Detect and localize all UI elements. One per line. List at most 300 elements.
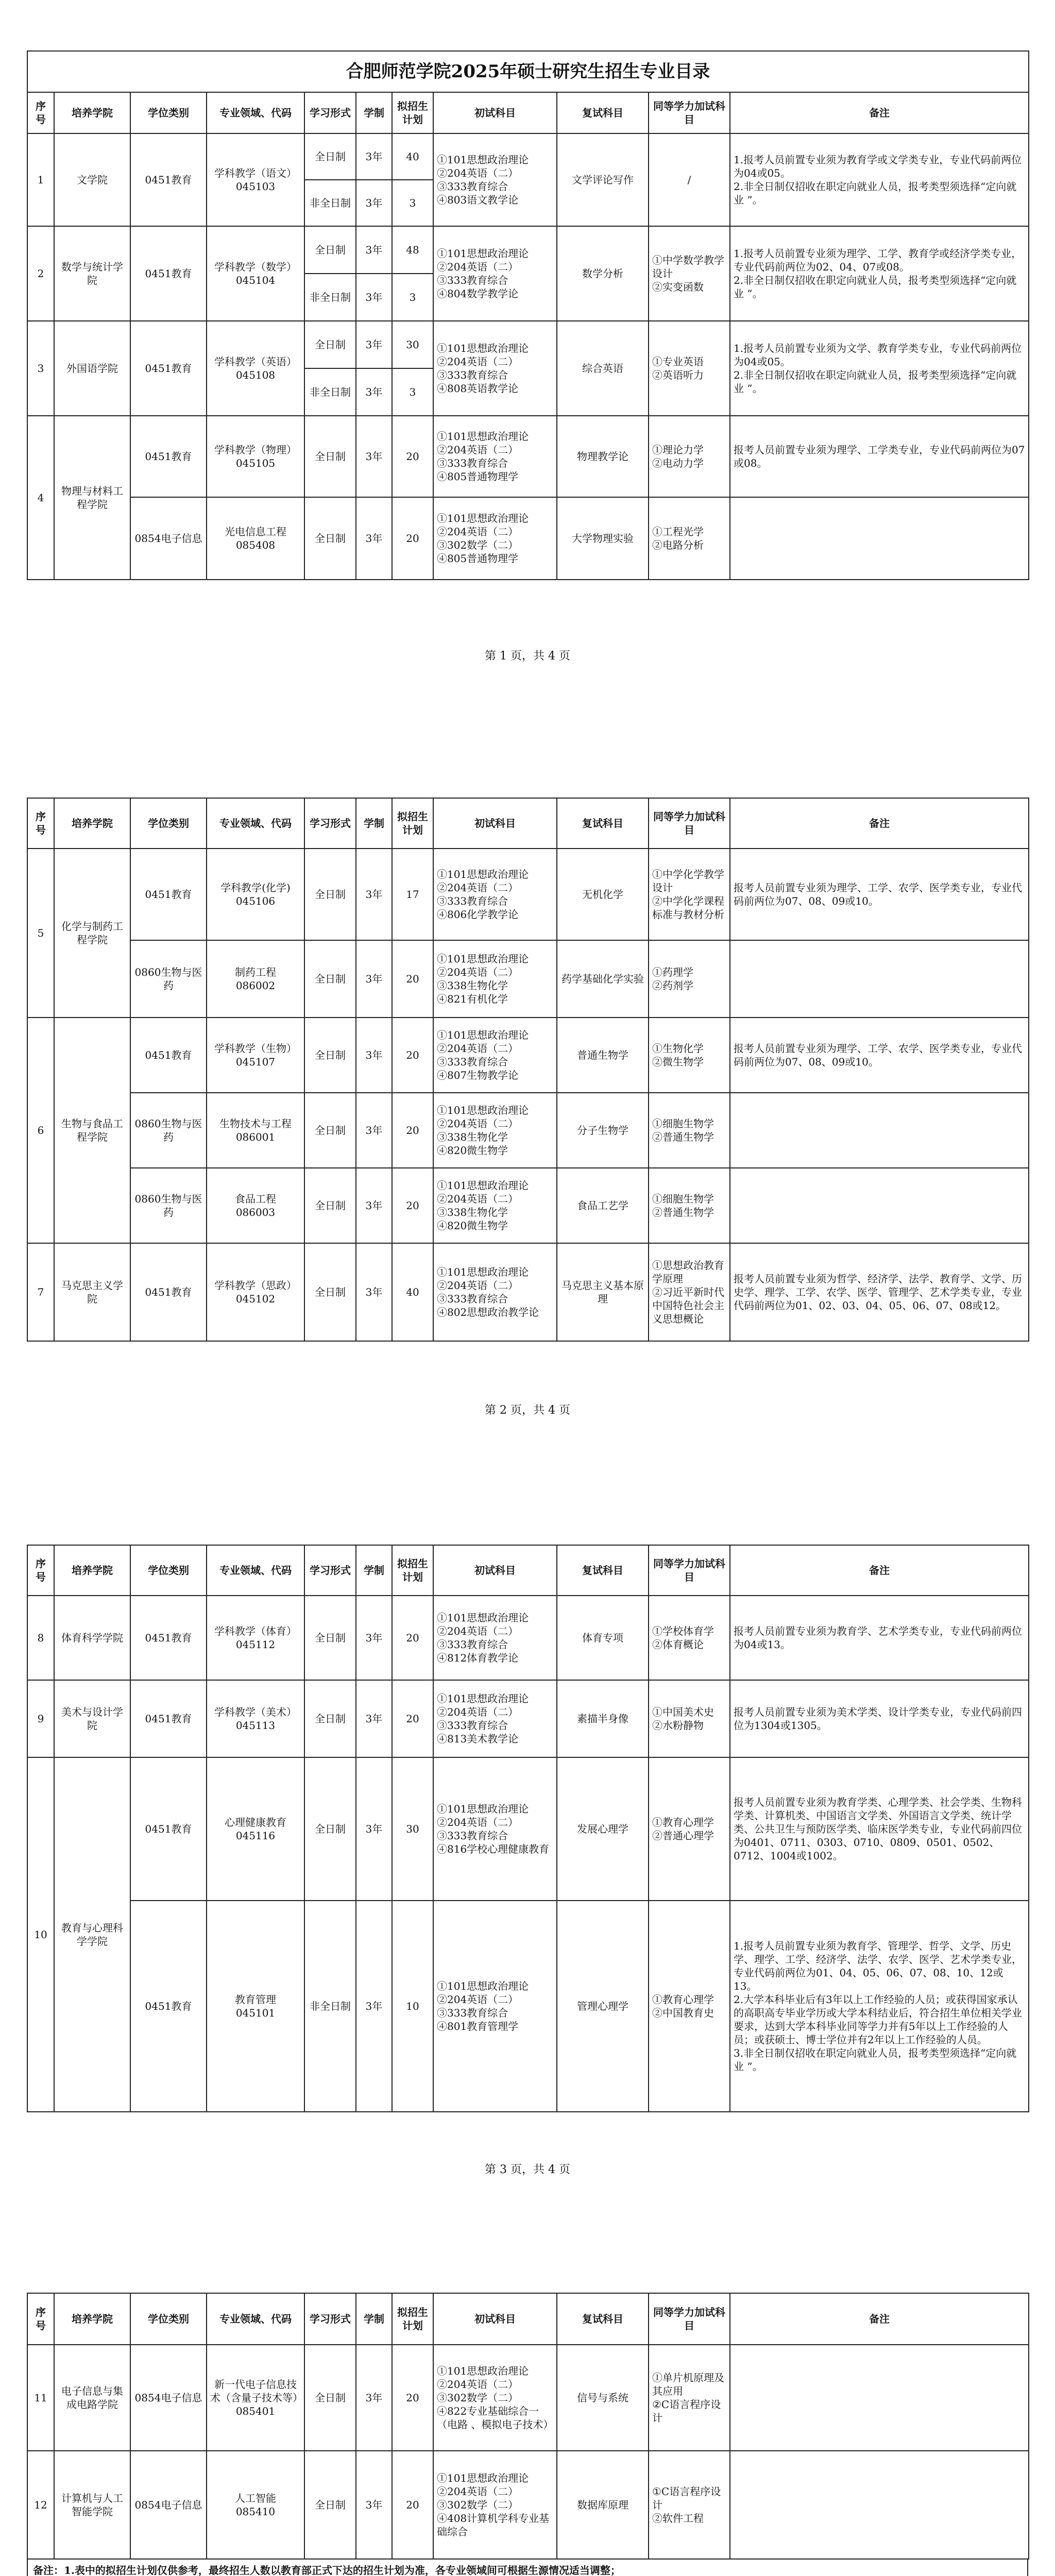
- cell-second-exam: 马克思主义基本原理: [557, 1243, 649, 1341]
- cell-line: 045113: [235, 1719, 276, 1732]
- cell-college: 化学与制药工程学院: [54, 849, 130, 1018]
- cell-years: 3年: [356, 1680, 392, 1757]
- cell-extra-exam: [649, 497, 730, 580]
- cell-line: ②药剂学: [652, 979, 693, 992]
- cell-line: ②实变函数: [652, 281, 704, 293]
- cell-extra-exam: [649, 2451, 730, 2559]
- cell-plan: 20: [392, 1093, 433, 1168]
- cell-degree: 0451教育: [130, 1757, 207, 1901]
- cell-extra-exam: [649, 226, 730, 321]
- cell-line: 人工智能: [235, 2492, 276, 2504]
- cell-line: ②C语言程序设计: [652, 2398, 721, 2424]
- cell-line: ④806化学教学论: [437, 908, 519, 921]
- cell-extra-exam: [649, 940, 730, 1018]
- table-row: [27, 940, 1029, 1018]
- cell-remark: [730, 2345, 1029, 2451]
- cell-line: 2.大学本科毕业后有3年以上工作经验的人员；或获得国家承认的高职高专毕业学历或大学本科结业后，符合招生单位相关学业要求，达到大学本科毕业同等学力并有5年以上工作经验的人员；或获硕士、博士学位并有2年以上工作经验的人员。: [734, 1993, 1022, 2046]
- cell-field: [207, 497, 304, 580]
- cell-mode: 全日制: [304, 1243, 356, 1341]
- cell-field: [207, 2451, 304, 2559]
- table-row: [27, 1596, 1029, 1680]
- header-extra-exam: 同等学力加试科目: [649, 92, 730, 133]
- header-remark: 备注: [730, 92, 1029, 133]
- cell-remark: [730, 2451, 1029, 2559]
- cell-line: ①101思想政治理论: [437, 953, 529, 965]
- cell-degree: 0451教育: [130, 416, 207, 497]
- header-college: 培养学院: [54, 92, 130, 133]
- cell-mode: 全日制: [304, 1757, 356, 1901]
- cell-field: [207, 226, 304, 321]
- notes-block: [27, 2560, 1028, 2576]
- cell-line: ④812体育教学论: [437, 1652, 519, 1664]
- cell-seq: 12: [27, 2451, 54, 2559]
- cell-degree: 0451教育: [130, 1596, 207, 1680]
- cell-line: 085408: [235, 539, 276, 551]
- table-row: [27, 226, 1029, 274]
- header-first-exam: 初试科目: [433, 1545, 557, 1596]
- cell-line: 生物技术与工程: [219, 1117, 292, 1130]
- cell-line: ①101思想政治理论: [437, 512, 529, 524]
- cell-remark: [730, 1680, 1029, 1757]
- cell-line: ②204英语（二）: [437, 1993, 519, 2006]
- table-row: [27, 1901, 1029, 2112]
- cell-extra-exam: [649, 2345, 730, 2451]
- cell-second-exam: 食品工艺学: [557, 1168, 649, 1243]
- cell-line: ③333教育综合: [437, 895, 508, 907]
- header-plan: 拟招生计划: [392, 1545, 433, 1596]
- cell-line: ①101思想政治理论: [437, 1980, 529, 1992]
- page-2: [27, 798, 1028, 1342]
- header-seq: 序号: [27, 1545, 54, 1596]
- header-remark: 备注: [730, 798, 1029, 849]
- cell-line: ①101思想政治理论: [437, 1104, 529, 1116]
- header-study-mode: 学习形式: [304, 798, 356, 849]
- cell-line: ①专业英语: [652, 355, 704, 368]
- cell-line: ①中学数学教学设计: [652, 254, 724, 280]
- cell-line: 045107: [235, 1056, 276, 1068]
- cell-line: ②204英语（二）: [437, 355, 519, 368]
- cell-line: ③333教育综合: [437, 1638, 508, 1651]
- cell-first-exam: [433, 1596, 557, 1680]
- cell-remark: [730, 497, 1029, 580]
- cell-years: 3年: [356, 226, 392, 274]
- cell-extra-exam: [649, 1168, 730, 1243]
- cell-mode: 全日制: [304, 1596, 356, 1680]
- cell-line: ④805普通物理学: [437, 470, 519, 483]
- cell-line: ①101思想政治理论: [437, 1266, 529, 1278]
- cell-line: ③302数学（二）: [437, 2499, 519, 2511]
- header-first-exam: 初试科目: [433, 2293, 557, 2345]
- header-field: 专业领域、代码: [207, 1545, 304, 1596]
- cell-college: 体育科学学院: [54, 1596, 130, 1680]
- page-footer: 第 1 页，共 4 页: [485, 650, 570, 663]
- cell-line: ①101思想政治理论: [437, 2472, 529, 2484]
- cell-seq: 10: [27, 1757, 54, 2112]
- cell-second-exam: 大学物理实验: [557, 497, 649, 580]
- cell-mode: 全日制: [304, 321, 356, 368]
- cell-line: ②204英语（二）: [437, 966, 519, 978]
- header-field: 专业领域、代码: [207, 2293, 304, 2345]
- cell-second-exam: 无机化学: [557, 849, 649, 940]
- cell-line: 制药工程: [235, 966, 276, 978]
- cell-field: [207, 416, 304, 497]
- cell-line: ①教育心理学: [652, 1816, 714, 1828]
- page-footer: 第 3 页，共 4 页: [485, 2163, 570, 2176]
- header-seq: 序号: [27, 92, 54, 133]
- cell-line: 报考人员前置专业须为理学、工学、农学、医学类专业，专业代码前两位为07、08、09或10。: [734, 882, 1022, 907]
- cell-remark: [730, 226, 1029, 321]
- cell-seq: 8: [27, 1596, 54, 1680]
- cell-line: 报考人员前置专业须为哲学、经济学、法学、教育学、文学、历史学、理学、工学、农学、医学、管理学、艺术学类专业，专业代码前两位为01、02、03、04、05、06、07、08或12。: [734, 1273, 1022, 1312]
- cell-line: 045101: [235, 2007, 276, 2019]
- header-field: 专业领域、代码: [207, 92, 304, 133]
- cell-degree: 0860生物与医药: [130, 1168, 207, 1243]
- cell-years: 3年: [356, 1093, 392, 1168]
- cell-degree: 0854电子信息: [130, 2451, 207, 2559]
- header-remark: 备注: [730, 2293, 1029, 2345]
- cell-line: 报考人员前置专业须为教育学类、心理学类、社会学类、生物科学类、计算机类、中国语言文学类、外国语言文学类、统计学类、公共卫生与预防医学类、临床医学类专业，专业代码前四位为0401、0711、0303、0710、0809、0501、0502、0712、1004或1002。: [734, 1796, 1022, 1862]
- cell-line: ①药理学: [652, 966, 693, 978]
- cell-second-exam: 管理心理学: [557, 1901, 649, 2112]
- header-college: 培养学院: [54, 798, 130, 849]
- cell-line: 2.非全日制仅招收在职定向就业人员，报考类型须选择“定向就业 ”。: [734, 369, 1017, 395]
- cell-line: 报考人员前置专业须为理学、工学类专业，专业代码前两位为07或08。: [734, 444, 1025, 469]
- header-plan: 拟招生计划: [392, 92, 433, 133]
- cell-field: [207, 1093, 304, 1168]
- table-row: [27, 1243, 1029, 1341]
- cell-line: ③338生物化学: [437, 979, 508, 992]
- cell-first-exam: [433, 849, 557, 940]
- header-study-mode: 学习形式: [304, 92, 356, 133]
- table-row: [27, 1093, 1029, 1168]
- cell-plan: 40: [392, 1243, 433, 1341]
- page-title: 合肥师范学院2025年硕士研究生招生专业目录: [27, 51, 1029, 92]
- cell-line: ①101思想政治理论: [437, 2365, 529, 2377]
- cell-line: 3.非全日制仅招收在职定向就业人员，报考类型须选择“定向就业 ”。: [734, 2047, 1017, 2073]
- page-1: [27, 50, 1028, 580]
- cell-line: 学科教学（语文）: [214, 167, 297, 179]
- cell-line: ③333教育综合: [437, 2007, 508, 2019]
- cell-line: ①101思想政治理论: [437, 1803, 529, 1815]
- table-row: [27, 497, 1029, 580]
- cell-plan: 20: [392, 497, 433, 580]
- cell-remark: [730, 940, 1029, 1018]
- cell-line: ③333教育综合: [437, 369, 508, 381]
- cell-first-exam: [433, 321, 557, 416]
- cell-first-exam: [433, 1680, 557, 1757]
- cell-line: ④804数学教学论: [437, 287, 519, 300]
- cell-line: ②体育概论: [652, 1638, 704, 1651]
- cell-field: [207, 1168, 304, 1243]
- cell-degree: 0451教育: [130, 1018, 207, 1093]
- header-study-mode: 学习形式: [304, 2293, 356, 2345]
- cell-line: ④408计算机学科专业基础综合: [437, 2512, 550, 2538]
- cell-line: ②204英语（二）: [437, 1816, 519, 1828]
- cell-extra-exam: [649, 1680, 730, 1757]
- header-second-exam: 复试科目: [557, 2293, 649, 2345]
- header-extra-exam: 同等学力加试科目: [649, 1545, 730, 1596]
- cell-line: ②204英语（二）: [437, 1279, 519, 1292]
- cell-line: 045108: [235, 369, 276, 381]
- cell-first-exam: [433, 1018, 557, 1093]
- header-second-exam: 复试科目: [557, 1545, 649, 1596]
- cell-college: 文学院: [54, 133, 130, 226]
- header-field: 专业领域、代码: [207, 798, 304, 849]
- cell-mode: 全日制: [304, 1168, 356, 1243]
- header-row: [27, 2293, 1029, 2345]
- header-row: [27, 92, 1029, 133]
- cell-line: ②204英语（二）: [437, 1706, 519, 1718]
- cell-extra-exam: [649, 849, 730, 940]
- cell-mode: 全日制: [304, 133, 356, 180]
- page-4: [27, 2293, 1028, 2576]
- cell-mode: 全日制: [304, 226, 356, 274]
- cell-line: ④820微生物学: [437, 1144, 508, 1157]
- cell-line: ③333教育综合: [437, 1293, 508, 1305]
- cell-line: ②204英语（二）: [437, 1042, 519, 1055]
- cell-extra-exam: [649, 1901, 730, 2112]
- cell-first-exam: [433, 2345, 557, 2451]
- cell-line: ②204英语（二）: [437, 526, 519, 538]
- cell-years: 3年: [356, 2345, 392, 2451]
- header-degree-type: 学位类别: [130, 798, 207, 849]
- cell-mode: 全日制: [304, 849, 356, 940]
- catalog-table-page-3: [27, 1545, 1029, 2112]
- cell-plan: 20: [392, 2345, 433, 2451]
- cell-years: 3年: [356, 133, 392, 180]
- cell-first-exam: [433, 1168, 557, 1243]
- cell-remark: [730, 1243, 1029, 1341]
- cell-line: ①101思想政治理论: [437, 247, 529, 260]
- cell-line: ②204英语（二）: [437, 1625, 519, 1637]
- cell-second-exam: 发展心理学: [557, 1757, 649, 1901]
- cell-line: 光电信息工程: [225, 526, 286, 538]
- cell-line: ②微生物学: [652, 1056, 704, 1068]
- header-first-exam: 初试科目: [433, 92, 557, 133]
- note-line: 备注：1.表中的拟招生计划仅供参考，最终招生人数以教育部正式下达的招生计划为准，各专业领域间可根据生源情况适当调整；: [33, 2564, 621, 2576]
- cell-seq: 5: [27, 849, 54, 1018]
- cell-line: 2.非全日制仅招收在职定向就业人员，报考类型须选择“定向就业 ”。: [734, 180, 1017, 206]
- cell-line: ②204英语（二）: [437, 2378, 519, 2391]
- cell-first-exam: [433, 1093, 557, 1168]
- cell-second-exam: 药学基础化学实验: [557, 940, 649, 1018]
- cell-line: ④813美术教学论: [437, 1733, 519, 1745]
- cell-line: ②204英语（二）: [437, 444, 519, 456]
- cell-line: 学科教学（英语）: [214, 355, 297, 368]
- table-row: [27, 321, 1029, 368]
- cell-line: ①细胞生物学: [652, 1117, 714, 1130]
- cell-degree: 0854电子信息: [130, 497, 207, 580]
- cell-line: ①生物化学: [652, 1042, 704, 1055]
- cell-line: 045104: [235, 274, 276, 286]
- cell-degree: 0451教育: [130, 1243, 207, 1341]
- cell-second-exam: 信号与系统: [557, 2345, 649, 2451]
- cell-seq: 9: [27, 1680, 54, 1757]
- cell-line: 086001: [235, 1131, 276, 1143]
- cell-second-exam: 文学评论写作: [557, 133, 649, 226]
- header-duration: 学制: [356, 1545, 392, 1596]
- cell-plan: 30: [392, 1757, 433, 1901]
- cell-line: ②204英语（二）: [437, 1193, 519, 1205]
- cell-line: 学科教学（美术）: [214, 1706, 297, 1718]
- cell-remark: [730, 1901, 1029, 2112]
- cell-line: ④802思想政治教学论: [437, 1306, 539, 1318]
- cell-line: ②水粉静物: [652, 1719, 704, 1732]
- cell-remark: [730, 1018, 1029, 1093]
- cell-line: ①101思想政治理论: [437, 868, 529, 880]
- cell-line: ④807生物教学论: [437, 1069, 519, 1081]
- cell-second-exam: 数学分析: [557, 226, 649, 321]
- cell-line: ④821有机化学: [437, 993, 508, 1005]
- cell-years: 3年: [356, 416, 392, 497]
- cell-line: 045116: [235, 1829, 276, 1842]
- cell-second-exam: 综合英语: [557, 321, 649, 416]
- cell-field: [207, 133, 304, 226]
- cell-plan: 3: [392, 368, 433, 416]
- cell-line: ②中国教育史: [652, 2007, 714, 2019]
- cell-plan: 20: [392, 1680, 433, 1757]
- cell-line: ③333教育综合: [437, 1719, 508, 1732]
- cell-degree: 0451教育: [130, 849, 207, 940]
- cell-line: ①101思想政治理论: [437, 1612, 529, 1624]
- cell-degree: 0854电子信息: [130, 2345, 207, 2451]
- cell-years: 3年: [356, 1018, 392, 1093]
- header-second-exam: 复试科目: [557, 798, 649, 849]
- cell-line: ①101思想政治理论: [437, 430, 529, 443]
- cell-plan: 20: [392, 1596, 433, 1680]
- cell-extra-exam: [649, 321, 730, 416]
- cell-first-exam: [433, 1757, 557, 1901]
- cell-plan: 17: [392, 849, 433, 940]
- cell-plan: 10: [392, 1901, 433, 2112]
- catalog-table-page-1: [27, 50, 1029, 580]
- header-row: [27, 1545, 1029, 1596]
- header-duration: 学制: [356, 2293, 392, 2345]
- cell-line: ①C语言程序设计: [652, 2485, 721, 2511]
- cell-college: 物理与材料工程学院: [54, 416, 130, 580]
- header-duration: 学制: [356, 798, 392, 849]
- cell-line: 085401: [235, 2405, 276, 2417]
- cell-line: 学科教学（生物）: [214, 1042, 297, 1055]
- cell-mode: 非全日制: [304, 274, 356, 321]
- cell-degree: 0860生物与医药: [130, 940, 207, 1018]
- cell-line: ②204英语（二）: [437, 882, 519, 894]
- header-college: 培养学院: [54, 2293, 130, 2345]
- cell-years: 3年: [356, 1243, 392, 1341]
- cell-mode: 全日制: [304, 1093, 356, 1168]
- cell-plan: 48: [392, 226, 433, 274]
- cell-remark: [730, 1757, 1029, 1901]
- cell-line: ③333教育综合: [437, 1829, 508, 1842]
- cell-mode: 非全日制: [304, 1901, 356, 2112]
- cell-field: [207, 1018, 304, 1093]
- cell-line: 报考人员前置专业须为美术学类、设计学类专业，专业代码前四位为1304或1305。: [734, 1706, 1022, 1732]
- cell-college: 电子信息与集成电路学院: [54, 2345, 130, 2451]
- header-extra-exam: 同等学力加试科目: [649, 2293, 730, 2345]
- header-row: [27, 798, 1029, 849]
- cell-extra-exam: [649, 1596, 730, 1680]
- cell-degree: 0451教育: [130, 133, 207, 226]
- cell-plan: 20: [392, 940, 433, 1018]
- cell-line: ③302数学（二）: [437, 539, 519, 551]
- cell-college: 数学与统计学院: [54, 226, 130, 321]
- cell-line: ④808英语教学论: [437, 382, 519, 395]
- header-first-exam: 初试科目: [433, 798, 557, 849]
- header-plan: 拟招生计划: [392, 798, 433, 849]
- cell-plan: 3: [392, 274, 433, 321]
- cell-college: 教育与心理科学学院: [54, 1757, 130, 2112]
- header-degree-type: 学位类别: [130, 92, 207, 133]
- cell-years: 3年: [356, 497, 392, 580]
- cell-line: ①101思想政治理论: [437, 342, 529, 354]
- cell-line: ①101思想政治理论: [437, 1029, 529, 1041]
- cell-line: 1.报考人员前置专业须为理学、工学、教育学或经济学类专业，专业代码前两位为02、04、07或08。: [734, 247, 1022, 273]
- cell-college: 外国语学院: [54, 321, 130, 416]
- cell-line: ①中学化学教学设计: [652, 868, 724, 894]
- cell-field: [207, 2345, 304, 2451]
- table-row: [27, 133, 1029, 180]
- cell-mode: 全日制: [304, 2451, 356, 2559]
- cell-line: ①中国美术史: [652, 1706, 714, 1718]
- cell-line: ④816学校心理健康教育: [437, 1843, 550, 1855]
- cell-plan: 20: [392, 1018, 433, 1093]
- cell-line: ②电动力学: [652, 457, 704, 469]
- cell-line: ②普通生物学: [652, 1206, 714, 1218]
- cell-field: [207, 321, 304, 416]
- cell-line: ②普通心理学: [652, 1829, 714, 1842]
- cell-second-exam: 物理教学论: [557, 416, 649, 497]
- cell-line: 086003: [235, 1206, 276, 1218]
- cell-field: [207, 940, 304, 1018]
- cell-remark: [730, 133, 1029, 226]
- cell-line: 学科教学(化学): [220, 882, 291, 894]
- cell-mode: 非全日制: [304, 180, 356, 226]
- cell-plan: 30: [392, 321, 433, 368]
- cell-mode: 全日制: [304, 2345, 356, 2451]
- cell-extra-exam: [649, 416, 730, 497]
- cell-extra-exam: /: [649, 133, 730, 226]
- header-study-mode: 学习形式: [304, 1545, 356, 1596]
- cell-line: 学科教学（物理）: [214, 444, 297, 456]
- cell-extra-exam: [649, 1243, 730, 1341]
- cell-remark: [730, 1596, 1029, 1680]
- cell-line: ②204英语（二）: [437, 2485, 519, 2498]
- cell-plan: 3: [392, 180, 433, 226]
- header-remark: 备注: [730, 1545, 1029, 1596]
- cell-line: 045106: [235, 895, 276, 907]
- cell-years: 3年: [356, 1596, 392, 1680]
- cell-line: ③333教育综合: [437, 1056, 508, 1068]
- cell-line: ①教育心理学: [652, 1993, 714, 2006]
- cell-field: [207, 1757, 304, 1901]
- cell-line: ①101思想政治理论: [437, 1179, 529, 1192]
- cell-second-exam: 普通生物学: [557, 1018, 649, 1093]
- cell-line: 045102: [235, 1293, 276, 1305]
- cell-line: 045105: [235, 457, 276, 469]
- header-degree-type: 学位类别: [130, 2293, 207, 2345]
- cell-first-exam: [433, 2451, 557, 2559]
- cell-line: 食品工程: [235, 1193, 276, 1205]
- cell-line: ②普通生物学: [652, 1131, 714, 1143]
- cell-line: 2.非全日制仅招收在职定向就业人员，报考类型须选择“定向就业 ”。: [734, 274, 1017, 300]
- cell-line: 报考人员前置专业须为教育学、艺术学类专业，专业代码前两位为04或13。: [734, 1625, 1022, 1651]
- cell-seq: 4: [27, 416, 54, 580]
- cell-field: [207, 1680, 304, 1757]
- cell-line: ③302数学（二）: [437, 2392, 519, 2404]
- cell-line: ④822专业基础综合一（电路 、模拟电子技术）: [437, 2405, 554, 2431]
- cell-degree: 0860生物与医药: [130, 1093, 207, 1168]
- cell-line: ③338生物化学: [437, 1206, 508, 1218]
